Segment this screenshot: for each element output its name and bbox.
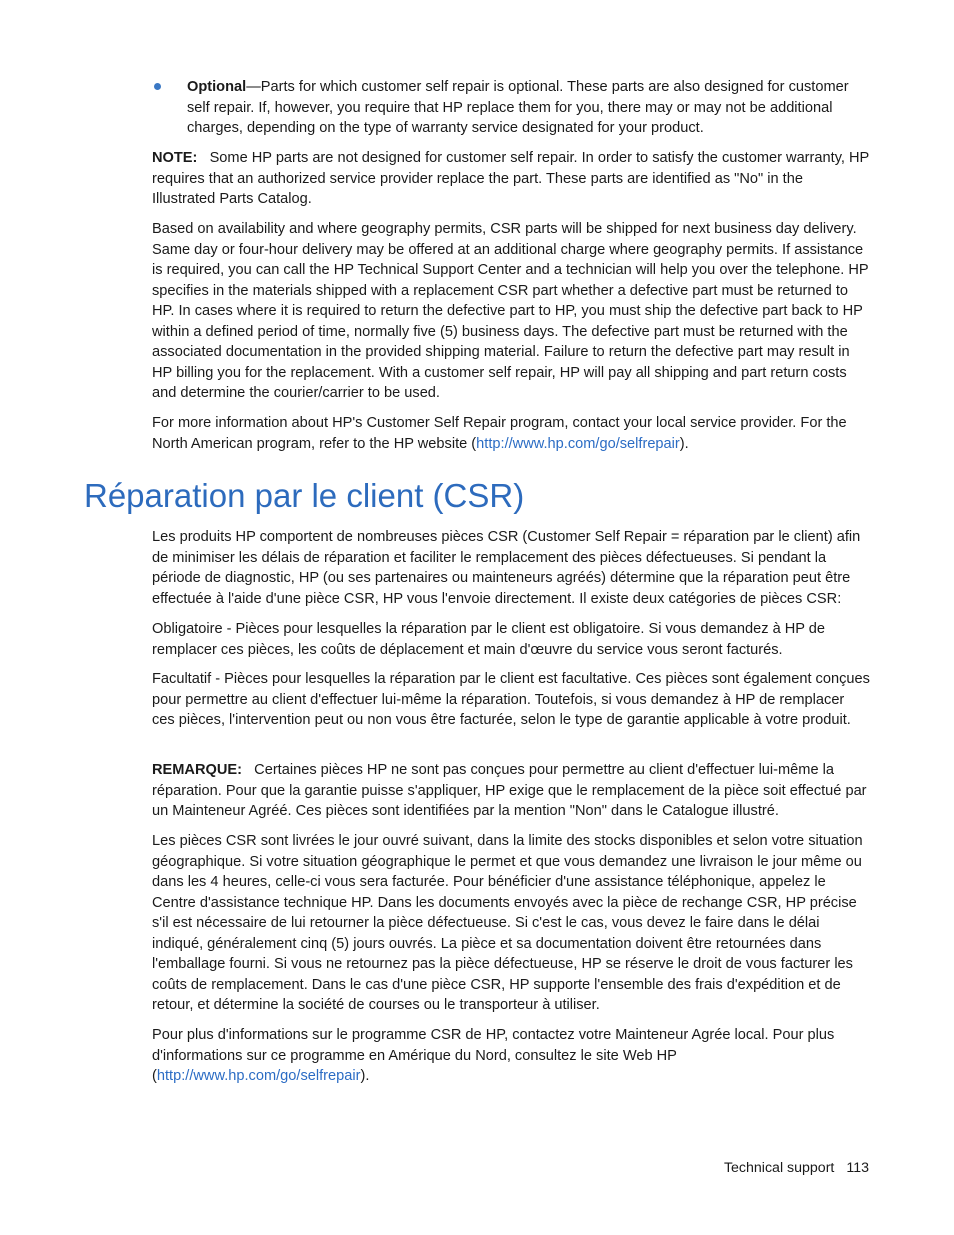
remarque-text: Certaines pièces HP ne sont pas conçues pour permettre au client d'effectuer lui-même la réparation. Pour que la garantie puisse s'appliquer, HP exige que le remplacement de la pièce soit effectué par un Mainteneur Agréé. Ces pièces sont identifiées par la mention "Non" dans le Catalogue illustré. <box>152 762 867 819</box>
selfrepair-link[interactable]: http://www.hp.com/go/selfrepair <box>476 435 680 452</box>
note-text: Some HP parts are not designed for customer self repair. In order to satisfy the customer warranty, HP requires that an authorized service provider replace the part. These parts are identified as "No" in the Illustrated Parts Catalog. <box>152 150 870 207</box>
fr-livraison-paragraph: Les pièces CSR sont livrées le jour ouvré suivant, dans la limite des stocks disponibles et selon votre situation géographique. Si votre situation géographique le permet et que vous demandez une livraison le jour même ou dans les 4 heures, celle-ci vous sera facturée. Pour bénéficier d'une assistance téléphonique, appelez le Centre d'assistance technique HP. Dans les documents envoyés avec la pièce de rechange CSR, HP précise s'il est nécessaire de lui retourner la pièce défectueuse. Si c'est le cas, vous devez le faire dans le délai indiqué, généralement cinq (5) jours ouvrés. La pièce et sa documentation doivent être retournées dans l'emballage fourni. Si vous ne retournez pas la pièce défectueuse, HP se réserve le droit de vous facturer les coûts de remplacement. Dans le cas d'une pièce CSR, HP supporte l'ensemble des frais d'expédition et de retour, et détermine la société de courses ou le transporteur à utiliser. <box>152 833 863 1013</box>
selfrepair-link-fr[interactable]: http://www.hp.com/go/selfrepair <box>156 1068 361 1084</box>
remarque-paragraph <box>152 760 870 822</box>
bullet-term: Optional <box>187 79 247 95</box>
bullet-text <box>187 77 870 139</box>
bullet-item-optional <box>152 77 870 139</box>
more-info-closing: ). <box>679 435 689 452</box>
bullet-description: —Parts for which customer self repair is optional. These parts are also designed for customer self repair. If, however, you require that HP replace them for you, there may or may not be additional charges, depending on the type of warranty service designated for your product. <box>187 79 849 136</box>
footer-section-title: Technical support <box>723 1160 835 1176</box>
section-heading: Réparation par le client (CSR) <box>84 477 525 514</box>
fr-intro-paragraph: Les produits HP comportent de nombreuses pièces CSR (Customer Self Repair = réparation par le client) afin de minimiser les délais de réparation et faciliter le remplacement des pièces défectueuses. Si pendant la période de diagnostic, HP (ou ses partenaires ou mainteneurs agréés) détermine que la réparation peut être effectuée à l'aide d'une pièce CSR, HP vous l'envoie directement. Il existe deux catégories de pièces CSR: <box>152 529 861 607</box>
note-paragraph <box>152 148 870 210</box>
bullet-icon <box>154 83 161 90</box>
fr-facultatif-paragraph: Facultatif - Pièces pour lesquelles la réparation par le client est facultative. Ces pièces sont également conçues pour permettre au client d'effectuer lui-même la réparation. Toutefois, si vous demandez à HP de remplacer ces pièces, l'intervention peut ou non vous être facturée, selon le type de garantie applicable à votre produit. <box>152 671 870 728</box>
more-info-paragraph <box>152 413 870 454</box>
page-footer <box>724 1158 869 1178</box>
page-number: 113 <box>846 1160 869 1176</box>
fr-obligatoire-paragraph: Obligatoire - Pièces pour lesquelles la réparation par le client est obligatoire. Si vous demandez à HP de remplacer ces pièces, les coûts de déplacement et main d'œuvre du service vous seront facturés. <box>152 621 826 658</box>
fr-plus-info-text: Pour plus d'informations sur le programme CSR de HP, contactez votre Mainteneur Agrée local. Pour plus d'informations sur ce programme en Amérique du Nord, consultez le site Web HP ( <box>152 1027 835 1084</box>
availability-paragraph: Based on availability and where geography permits, CSR parts will be shipped for next business day delivery. Same day or four-hour delivery may be offered at an additional charge where geography permits. If assistance is required, you can call the HP Technical Support Center and a technician will help you over the telephone. HP specifies in the materials shipped with a replacement CSR part whether a defective part must be returned to HP. In cases where it is required to return the defective part to HP, you must ship the defective part back to HP within a defined period of time, normally five (5) business days. The defective part must be returned with the associated documentation in the provided shipping material. Failure to return the defective part may result in HP billing you for the replacement. With a customer self repair, HP will pay all shipping and part return costs and determine the courier/carrier to be used. <box>152 221 869 401</box>
more-info-text: For more information about HP's Customer Self Repair program, contact your local service provider. For the North American program, refer to the HP website ( <box>152 415 847 452</box>
fr-plus-info-paragraph <box>152 1025 870 1087</box>
note-label: NOTE: <box>152 150 198 166</box>
remarque-label: REMARQUE: <box>152 762 242 778</box>
fr-plus-info-closing: ). <box>360 1068 370 1084</box>
